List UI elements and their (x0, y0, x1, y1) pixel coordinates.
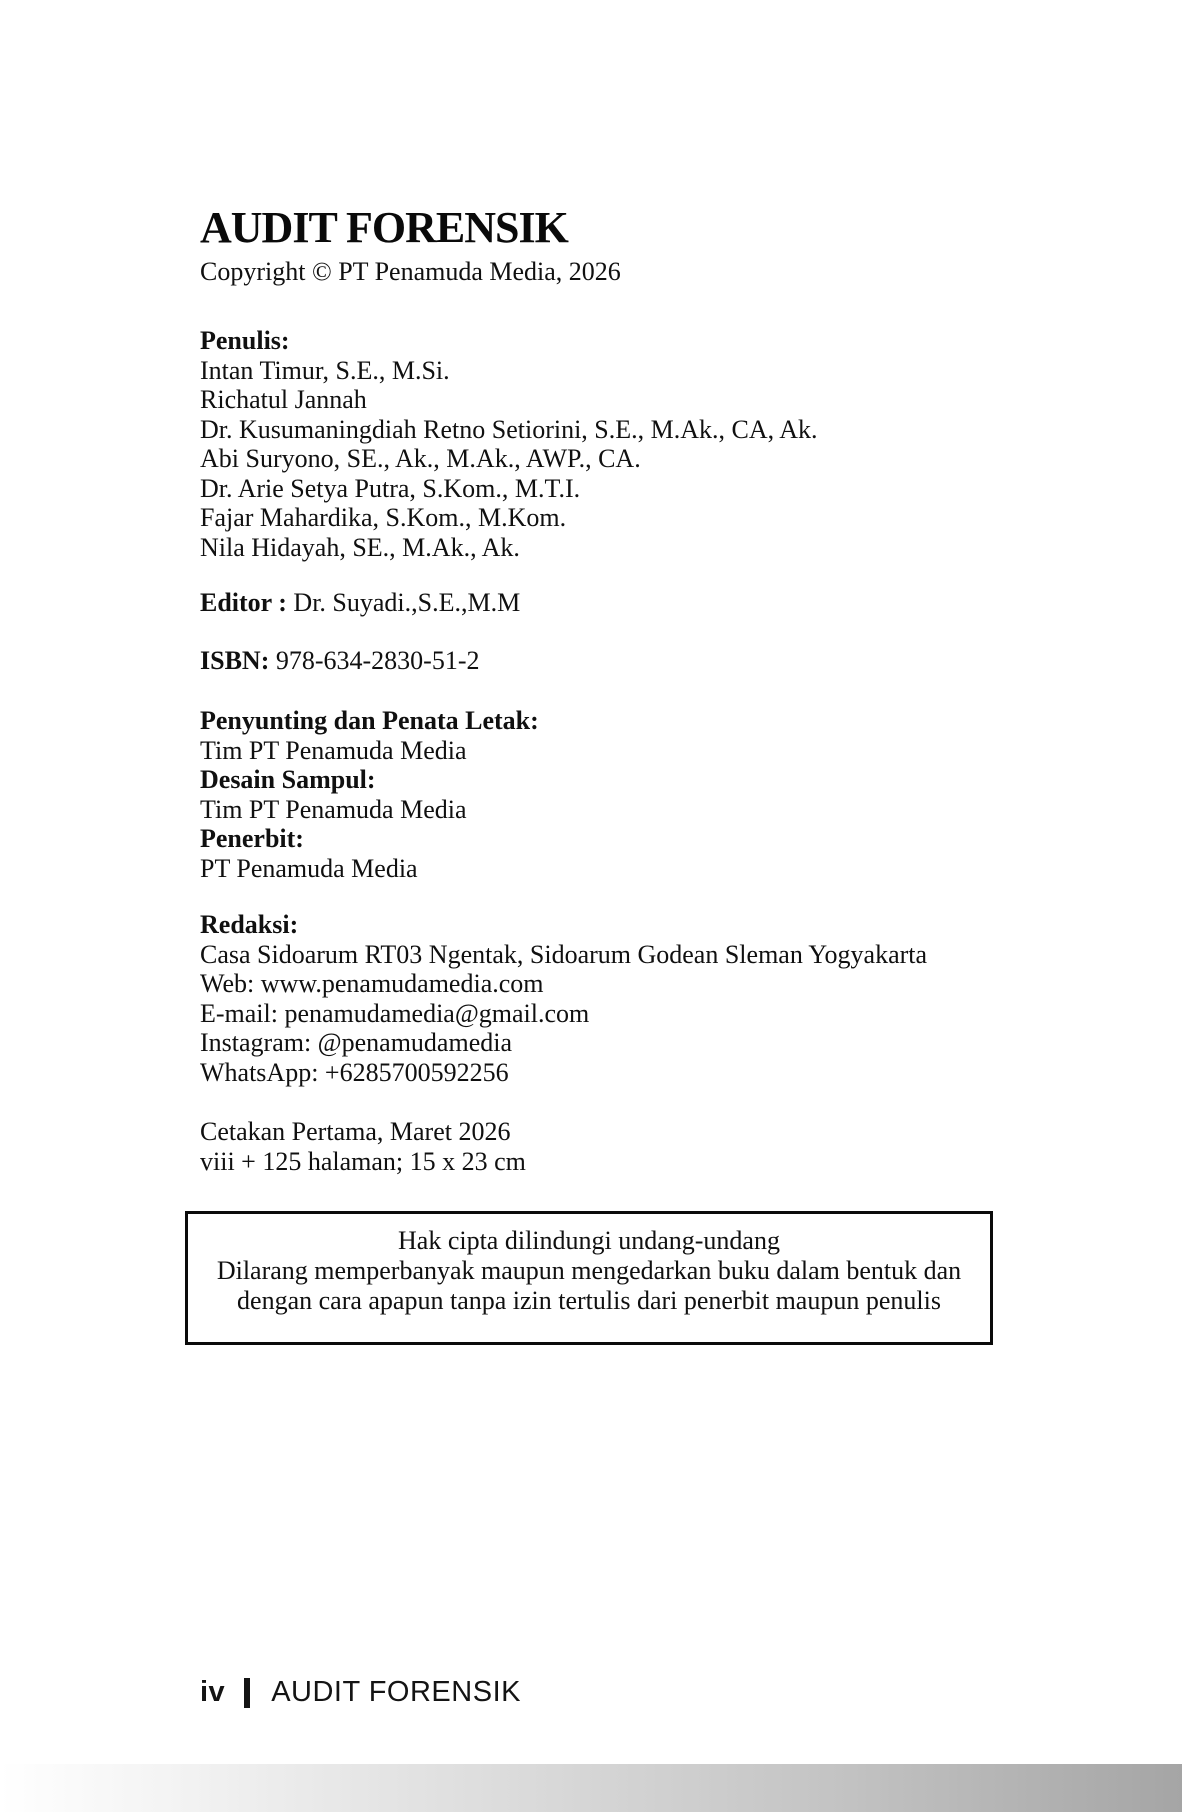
cover-design-value: Tim PT Penamuda Media (200, 794, 467, 824)
isbn-value: 978-634-2830-51-2 (275, 646, 480, 675)
layout-editor-value: Tim PT Penamuda Media (200, 735, 467, 765)
author-name: Abi Suryono, SE., Ak., M.Ak., AWP., CA. (200, 444, 641, 473)
editorial-office-heading: Redaksi: (200, 910, 299, 939)
author-name: Dr. Arie Setya Putra, S.Kom., M.T.I. (200, 473, 581, 503)
editorial-whatsapp: WhatsApp: +6285700592256 (200, 1057, 509, 1087)
authors-section (200, 326, 818, 562)
page-number: iv (200, 1676, 226, 1708)
page-footer (200, 1676, 521, 1709)
editor-label: Editor : (200, 588, 287, 617)
page-format-info: viii + 125 halaman; 15 x 23 cm (200, 1146, 526, 1176)
production-section (200, 706, 539, 883)
editorial-instagram: Instagram: @penamudamedia (200, 1028, 512, 1057)
editorial-website: Web: www.penamudamedia.com (200, 969, 544, 998)
notice-line: Dilarang memperbanyak maupun mengedarkan buku dalam bentuk dan (216, 1256, 962, 1285)
author-name: Richatul Jannah (200, 385, 367, 414)
editor-line (200, 588, 520, 618)
editor-value: Dr. Suyadi.,S.E.,M.M (293, 588, 521, 617)
author-name: Dr. Kusumaningdiah Retno Setiorini, S.E., M.Ak., CA, Ak. (200, 414, 818, 444)
footer-divider (244, 1678, 250, 1708)
book-title: AUDIT FORENSIK (200, 203, 568, 252)
edition-section (200, 1117, 526, 1176)
isbn-line (200, 646, 480, 676)
author-name: Nila Hidayah, SE., M.Ak., Ak. (200, 532, 520, 562)
publisher-value: PT Penamuda Media (200, 853, 418, 883)
notice-line: dengan cara apapun tanpa izin tertulis dari penerbit maupun penulis (237, 1286, 941, 1315)
cover-design-heading: Desain Sampul: (200, 765, 376, 794)
author-name: Intan Timur, S.E., M.Si. (200, 355, 450, 385)
authors-heading: Penulis: (200, 326, 290, 355)
notice-line: Hak cipta dilindungi undang-undang (398, 1226, 780, 1255)
editorial-office-section (200, 910, 927, 1087)
layout-editor-heading: Penyunting dan Penata Letak: (200, 706, 539, 735)
bottom-gradient-bar (0, 1764, 1182, 1812)
copyright-notice-box (185, 1211, 993, 1345)
copyright-line: Copyright © PT Penamuda Media, 2026 (200, 257, 621, 286)
editorial-email: E-mail: penamudamedia@gmail.com (200, 998, 590, 1028)
running-title: AUDIT FORENSIK (271, 1676, 521, 1708)
publisher-heading: Penerbit: (200, 824, 304, 853)
isbn-label: ISBN: (200, 646, 270, 675)
author-name: Fajar Mahardika, S.Kom., M.Kom. (200, 503, 567, 532)
printing-info: Cetakan Pertama, Maret 2026 (200, 1117, 511, 1146)
editorial-address: Casa Sidoarum RT03 Ngentak, Sidoarum Godean Sleman Yogyakarta (200, 939, 928, 969)
